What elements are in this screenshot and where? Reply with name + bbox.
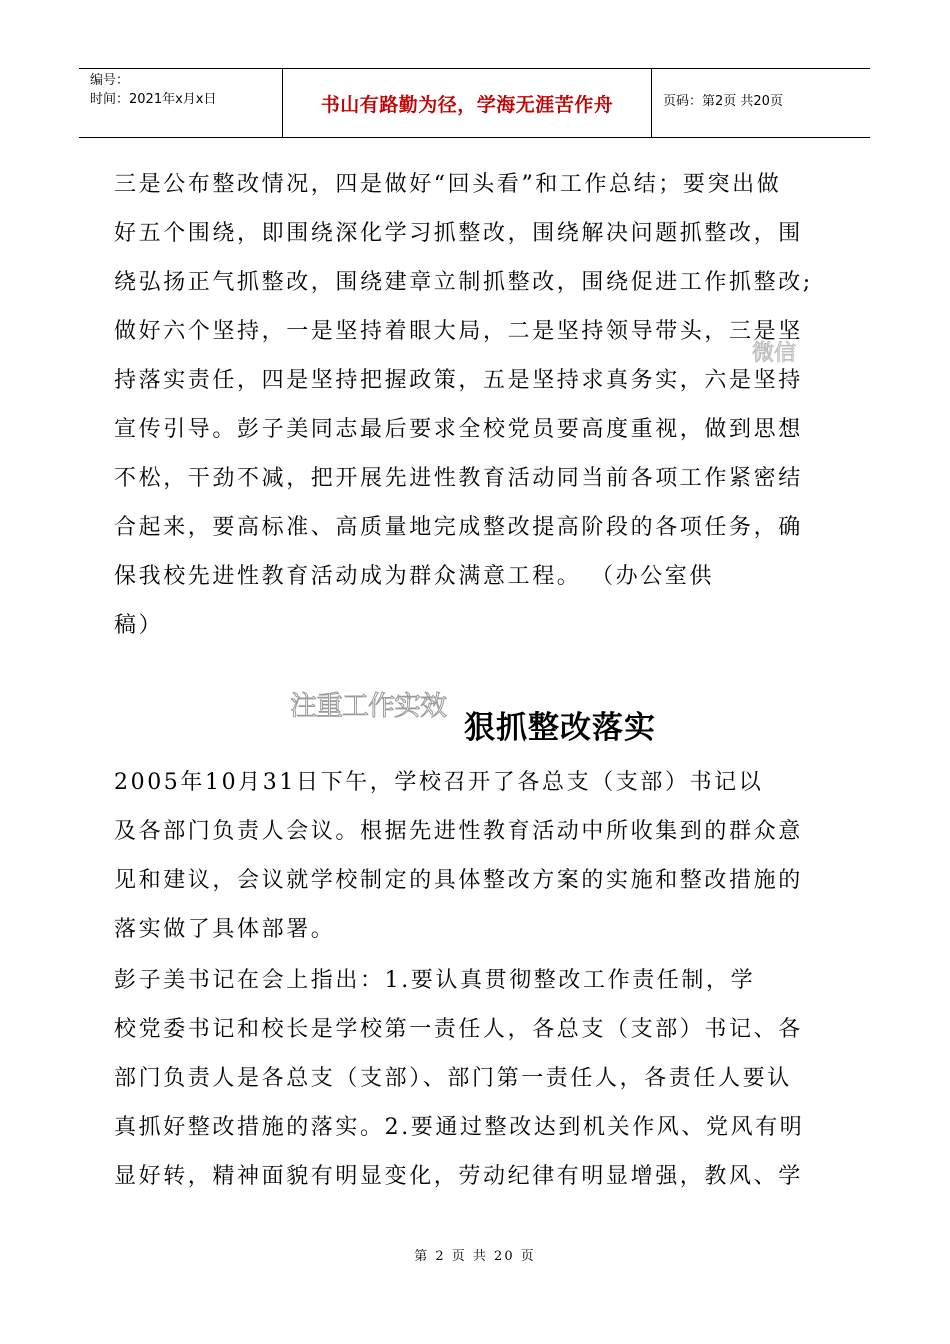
text-line: 真抓好整改措施的落实。2.要通过整改达到机关作风、党风有明: [114, 1115, 805, 1140]
document-time-label: 时间：2021年x月x日: [90, 92, 217, 107]
text-line: 及各部门负责人会议。根据先进性教育活动中所收集到的群众意: [114, 819, 803, 844]
article-title: 狠抓整改落实: [464, 710, 656, 746]
header-page-cell: [652, 69, 870, 137]
header-meta-cell: [79, 69, 283, 137]
text-line: 稿）: [114, 613, 164, 638]
header-motto-cell: [283, 69, 652, 137]
text-line: 显好转，精神面貌有明显变化，劳动纪律有明显增强，教风、学: [114, 1164, 803, 1189]
text-line: 2005年10月31日下午，学校召开了各总支（支部）书记以: [114, 770, 764, 795]
text-line: 彭子美书记在会上指出：1.要认真贯彻整改工作责任制，学: [114, 968, 756, 993]
text-line: 做好六个坚持，一是坚持着眼大局，二是坚持领导带头，三是坚: [114, 319, 803, 344]
title-watermark: 注重工作实效: [290, 691, 446, 722]
text-line: 绕弘扬正气抓整改，围绕建章立制抓整改，围绕促进工作抓整改;: [114, 270, 813, 295]
text-line: 不松，干劲不减，把开展先进性教育活动同当前各项工作紧密结: [114, 466, 803, 491]
text-line: 持落实责任，四是坚持把握政策，五是坚持求真务实，六是坚持: [114, 368, 803, 393]
header-page-info: 页码：第2页 共20页: [663, 94, 783, 109]
header-motto: 书山有路勤为径，学海无涯苦作舟: [320, 94, 614, 116]
text-line: 保我校先进性教育活动成为群众满意工程。 （办公室供: [114, 564, 714, 589]
text-line: 校党委书记和校长是学校第一责任人，各总支（支部）书记、各: [114, 1017, 803, 1042]
text-line: 三是公布整改情况，四是做好“回头看”和工作总结；要突出做: [114, 172, 782, 197]
text-line: 部门负责人是各总支（支部）、部门第一责任人，各责任人要认: [114, 1066, 792, 1091]
text-line: 见和建议，会议就学校制定的具体整改方案的实施和整改措施的: [114, 868, 803, 893]
text-line: 宣传引导。彭子美同志最后要求全校党员要高度重视，做到思想: [114, 417, 803, 442]
page-header: [79, 68, 870, 138]
text-line: 好五个围绕，即围绕深化学习抓整改，围绕解决问题抓整改，围: [114, 221, 803, 246]
page-footer: 第 2 页 共 20 页: [414, 1249, 536, 1264]
text-line: 落实做了具体部署。: [114, 917, 336, 942]
text-line: 合起来，要高标准、高质量地完成整改提高阶段的各项任务，确: [114, 515, 803, 540]
side-watermark: 微信: [752, 341, 797, 366]
document-number-label: 编号：: [90, 73, 130, 88]
